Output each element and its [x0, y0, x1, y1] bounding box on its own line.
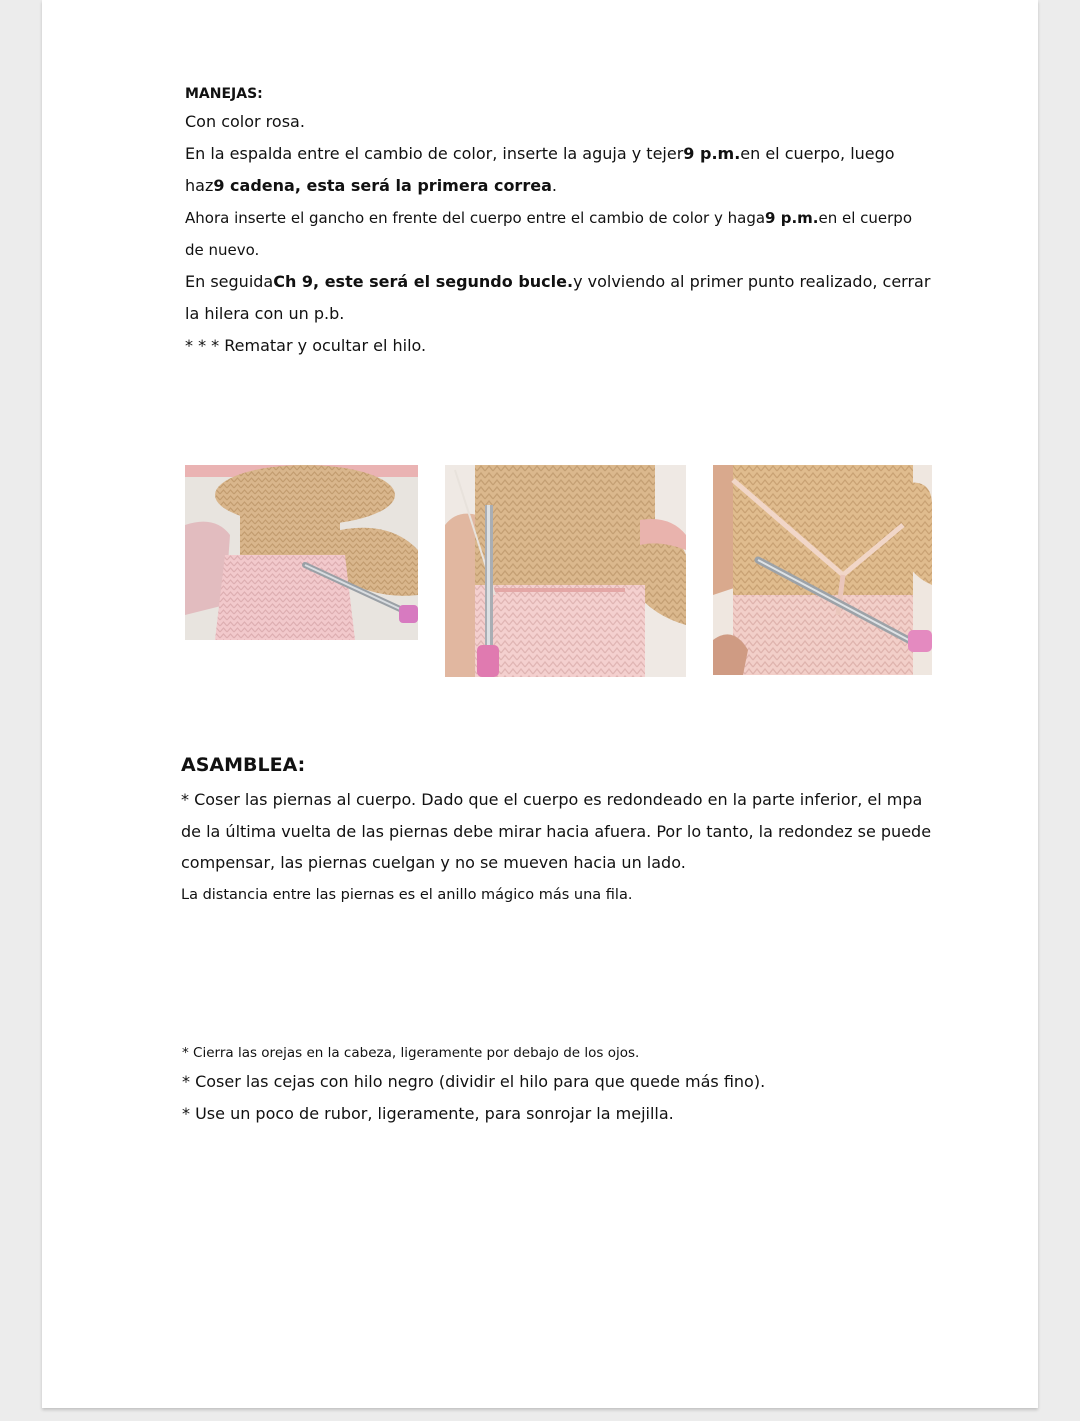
assembly-line: de la última vuelta de las piernas debe mirar hacia afuera. Por lo tanto, la redondez se puede — [181, 821, 932, 841]
color-line: Con color rosa. — [185, 112, 305, 131]
manejas-heading: MANEJAS: — [185, 86, 263, 102]
document-page — [42, 0, 1038, 1408]
asamblea-section — [181, 748, 941, 911]
asamblea-heading: ASAMBLEA: — [181, 754, 306, 776]
instruction-line: haz9 cadena, esta será la primera correa. — [185, 176, 557, 195]
assembly-line: * Coser las piernas al cuerpo. Dado que el cuerpo es redondeado en la parte inferior, el mpa — [181, 790, 923, 809]
photo-doll-back-crochet-hook — [185, 465, 418, 640]
instruction-line: En seguidaCh 9, este será el segundo bucle.y volviendo al primer punto realizado, cerrar — [185, 272, 931, 291]
instruction-line: la hilera con un p.b. — [185, 304, 345, 323]
extras-section — [182, 1040, 942, 1130]
assembly-line: compensar, las piernas cuelgan y no se mueven hacia un lado. — [181, 853, 686, 872]
instruction-line: Ahora inserte el gancho en frente del cuerpo entre el cambio de color y haga9 p.m.en el cuerpo — [185, 209, 912, 227]
photo-doll-strap-chain — [713, 465, 932, 675]
extra-line: * Coser las cejas con hilo negro (dividir el hilo para que quede más fino). — [182, 1072, 766, 1091]
manejas-section — [185, 82, 931, 362]
photo-doll-front-stitches — [445, 465, 686, 677]
extra-line: * Cierra las orejas en la cabeza, ligeramente por debajo de los ojos. — [182, 1045, 640, 1061]
assembly-line: La distancia entre las piernas es el anillo mágico más una fila. — [181, 886, 633, 903]
instruction-line: * * * Rematar y ocultar el hilo. — [185, 336, 427, 355]
extra-line: * Use un poco de rubor, ligeramente, para sonrojar la mejilla. — [182, 1104, 674, 1123]
instruction-line: En la espalda entre el cambio de color, inserte la aguja y tejer9 p.m.en el cuerpo, luego — [185, 144, 895, 163]
instruction-line: de nuevo. — [185, 241, 260, 259]
